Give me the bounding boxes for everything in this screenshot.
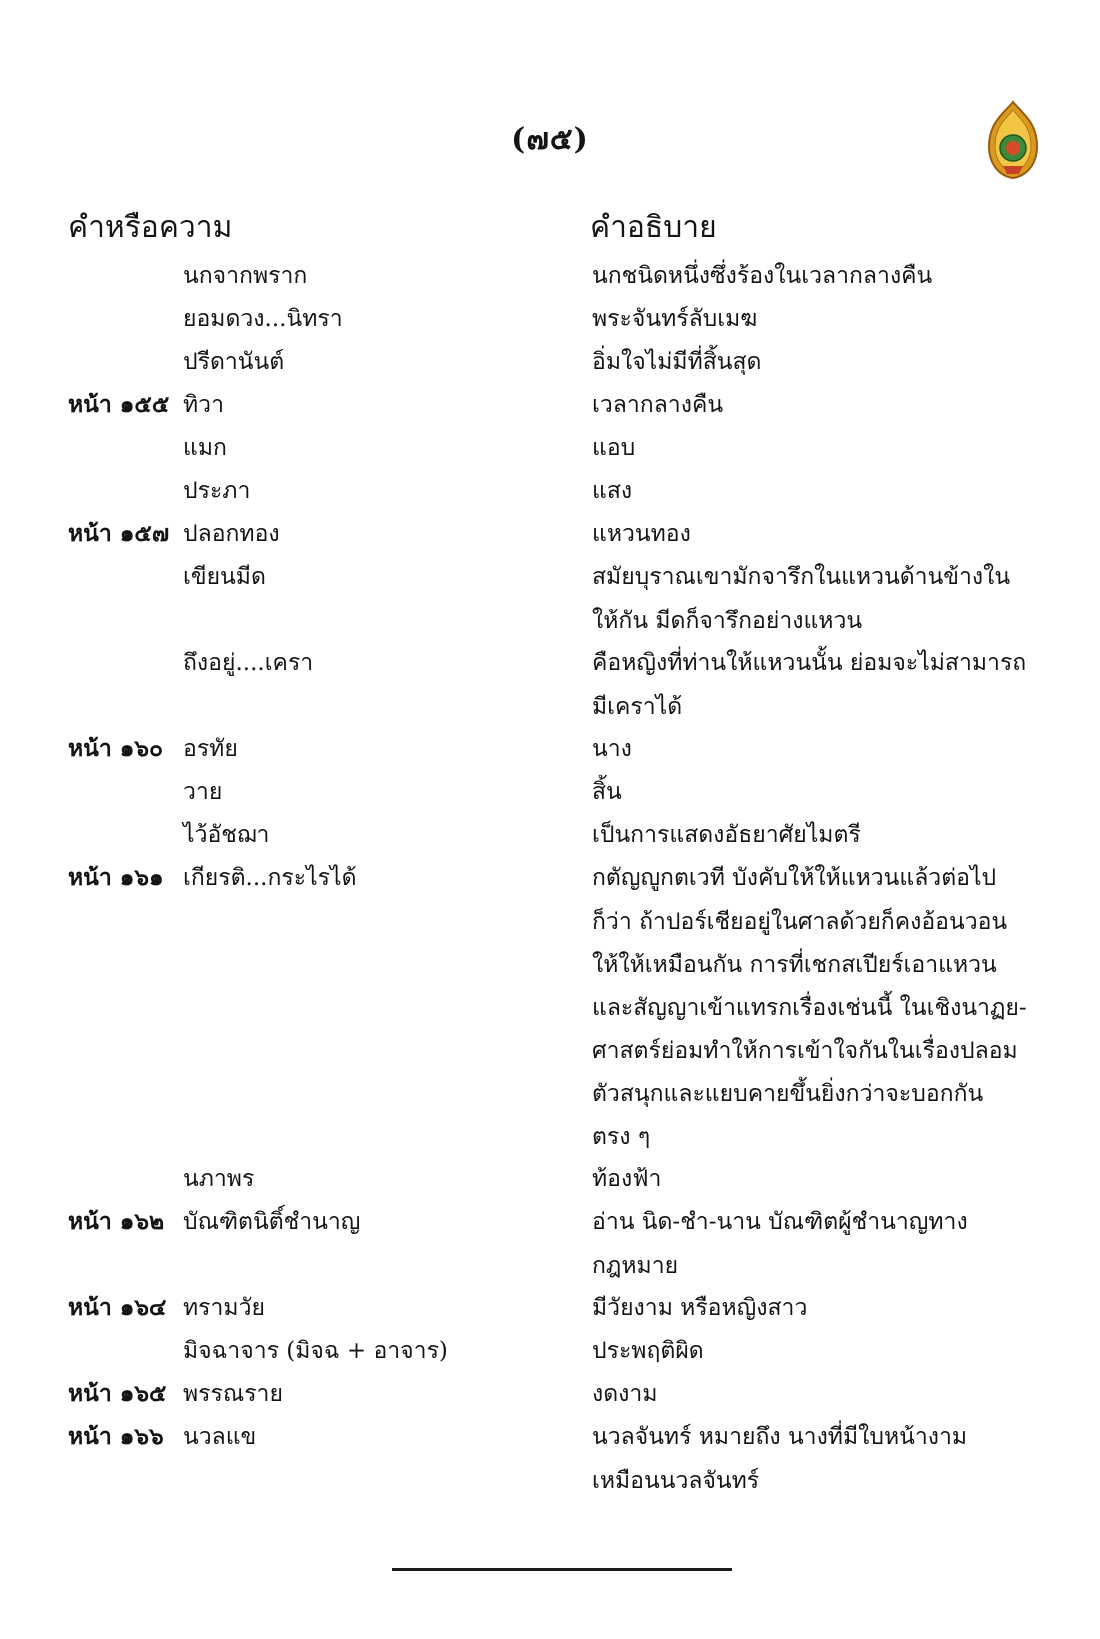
glossary-explanation: นาง	[592, 736, 632, 762]
glossary-explanation: เป็นการแสดงอัธยาศัยไมตรี	[592, 822, 861, 848]
page-ref: หน้า ๑๖๕	[68, 1380, 167, 1407]
glossary-explanation-continued: มีเคราได้	[592, 694, 683, 720]
glossary-entry	[0, 508, 1100, 552]
glossary-term: อรทัย	[183, 736, 238, 762]
page-ref: หน้า ๑๖๔	[68, 1294, 167, 1321]
glossary-explanation-continued: ตัวสนุกและแยบคายขึ้นยิ่งกว่าจะบอกกัน	[592, 1081, 984, 1107]
glossary-explanation-continued: และสัญญาเข้าแทรกเรื่องเช่นนี้ ในเชิงนาฏย-	[592, 995, 1027, 1021]
glossary-term: นกจากพราก	[183, 263, 308, 289]
glossary-term: ถึงอยู่....เครา	[183, 650, 314, 676]
glossary-explanation-continued: ให้กัน มีดก็จารึกอย่างแหวน	[592, 608, 863, 634]
glossary-term: ปรีดานันต์	[183, 349, 285, 375]
glossary-term: มิจฉาจาร (มิจฉ + อาจาร)	[183, 1338, 448, 1364]
page-ref: หน้า ๑๖๖	[68, 1423, 164, 1450]
glossary-explanation-continued: ศาสตร์ย่อมทำให้การเข้าใจกันในเรื่องปลอม	[592, 1038, 1018, 1064]
glossary-explanation-continued: เหมือนนวลจันทร์	[592, 1468, 760, 1494]
glossary-term: ทิวา	[183, 392, 224, 418]
glossary-explanation-continued: กฎหมาย	[592, 1253, 679, 1279]
page-ref: หน้า ๑๕๗	[68, 520, 170, 547]
glossary-term: แมก	[183, 435, 227, 461]
glossary-entry	[0, 766, 1100, 810]
glossary-explanation-continued: ก็ว่า ถ้าปอร์เชียอยู่ในศาลด้วยก็คงอ้อนวอน	[592, 909, 1008, 935]
glossary-entry	[0, 637, 1100, 681]
glossary-explanation: สิ้น	[592, 779, 622, 805]
glossary-explanation: กตัญญูกตเวที บังคับให้ให้แหวนแล้วต่อไป	[592, 865, 997, 891]
glossary-entry	[0, 852, 1100, 896]
glossary-term: ปลอกทอง	[183, 521, 280, 547]
glossary-explanation: สมัยบุราณเขามักจารึกในแหวนด้านข้างใน	[592, 564, 1011, 590]
glossary-entry	[0, 1411, 1100, 1455]
glossary-explanation: พระจันทร์ลับเมฆ	[592, 306, 758, 332]
glossary-explanation: แสง	[592, 478, 633, 504]
glossary-term: เกียรติ...กระไรได้	[183, 865, 357, 891]
glossary-entry	[0, 551, 1100, 595]
page-ref: หน้า ๑๖๐	[68, 735, 164, 762]
glossary-term: บัณฑิตนิติ์ชำนาญ	[183, 1209, 361, 1235]
glossary-entry	[0, 336, 1100, 380]
glossary-term: ไว้อัชฌา	[183, 822, 270, 848]
glossary-entry	[0, 1368, 1100, 1412]
glossary-term: ประภา	[183, 478, 251, 504]
glossary-explanation: งดงาม	[592, 1381, 658, 1407]
glossary-entry	[0, 1153, 1100, 1197]
column-heading-term: คำหรือความ	[68, 210, 233, 245]
page-ref: หน้า ๑๖๑	[68, 864, 164, 891]
glossary-entry	[0, 465, 1100, 509]
glossary-entry	[0, 422, 1100, 466]
glossary-explanation: นวลจันทร์ หมายถึง นางที่มีใบหน้างาม	[592, 1424, 968, 1450]
glossary-entry	[0, 1325, 1100, 1369]
glossary-explanation: ประพฤติผิด	[592, 1338, 704, 1364]
glossary-explanation: มีวัยงาม หรือหญิงสาว	[592, 1295, 808, 1321]
glossary-explanation-continued: ให้ให้เหมือนกัน การที่เชกสเปียร์เอาแหวน	[592, 952, 997, 978]
footer-divider	[392, 1568, 732, 1571]
column-heading-explanation: คำอธิบาย	[590, 210, 717, 245]
glossary-entry	[0, 809, 1100, 853]
glossary-term: พรรณราย	[183, 1381, 283, 1407]
glossary-term: นภาพร	[183, 1166, 255, 1192]
glossary-entry	[0, 293, 1100, 337]
page-ref: หน้า ๑๕๕	[68, 391, 170, 418]
glossary-entry	[0, 379, 1100, 423]
glossary-explanation: แหวนทอง	[592, 521, 691, 547]
glossary-explanation: เวลากลางคืน	[592, 392, 724, 418]
glossary-explanation: อิ่มใจไม่มีที่สิ้นสุด	[592, 349, 762, 375]
glossary-explanation-continued: ตรง ๆ	[592, 1124, 651, 1150]
page-ref: หน้า ๑๖๒	[68, 1208, 165, 1235]
glossary-entry	[0, 723, 1100, 767]
ministry-emblem-icon	[985, 100, 1041, 180]
page-number: (๗๕)	[511, 122, 589, 157]
glossary-term: วาย	[183, 779, 223, 805]
glossary-explanation: อ่าน นิด-ชำ-นาน บัณฑิตผู้ชำนาญทาง	[592, 1209, 968, 1235]
glossary-explanation: นกชนิดหนึ่งซึ่งร้องในเวลากลางคืน	[592, 263, 933, 289]
glossary-term: นวลแข	[183, 1424, 257, 1450]
glossary-entry	[0, 1282, 1100, 1326]
glossary-explanation: คือหญิงที่ท่านให้แหวนนั้น ย่อมจะไม่สามารถ	[592, 650, 1027, 676]
glossary-explanation: แอบ	[592, 435, 636, 461]
glossary-entry	[0, 1196, 1100, 1240]
glossary-term: เขียนมีด	[183, 564, 266, 590]
glossary-entry	[0, 250, 1100, 294]
glossary-explanation: ท้องฟ้า	[592, 1166, 662, 1192]
glossary-term: ทรามวัย	[183, 1295, 265, 1321]
glossary-term: ยอมดวง...นิทรา	[183, 306, 343, 332]
